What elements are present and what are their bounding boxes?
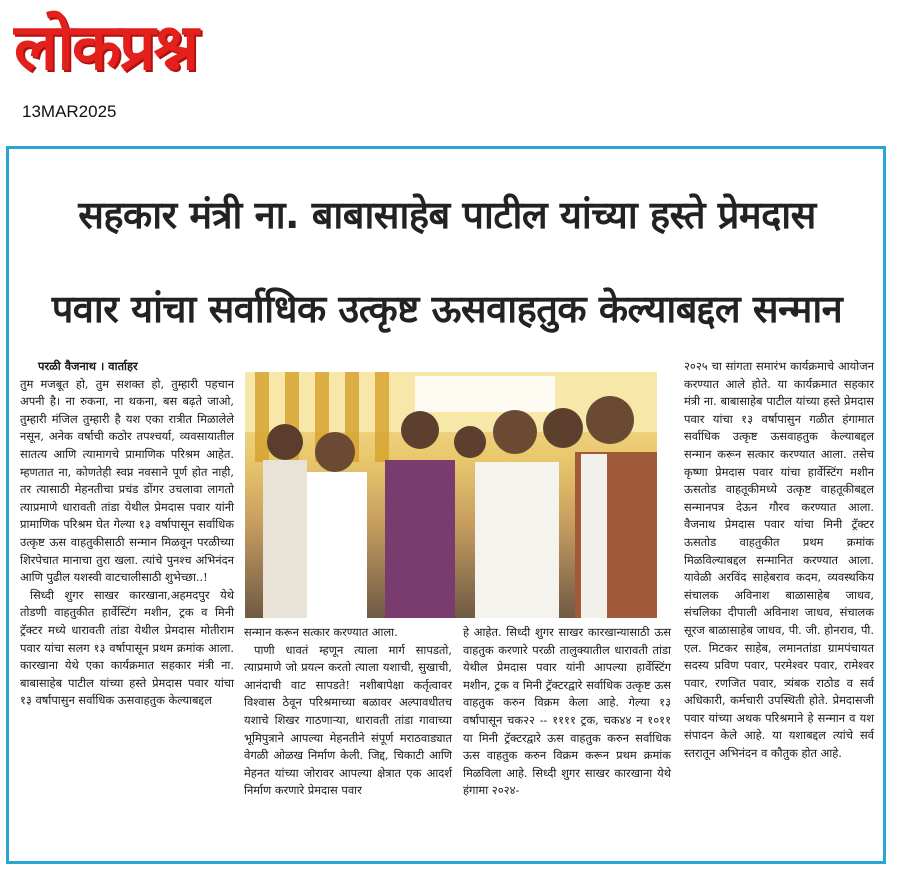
publication-date: 13MAR2025	[22, 102, 117, 121]
event-photo	[245, 372, 657, 618]
paragraph: पाणी धावतं म्हणून त्याला मार्ग सापडतो, त्याप्रमाणे जो प्रयत्न करतो त्याला यशाची, सुखाची, आनंदाची वाट सापडते! नशीबापेक्षा कर्तृत्वावर विश्वास ठेवून परिश्रमाच्या बळावर अल्पावधीतच यशाचे शिखर गाठणाऱ्या, धारावती तांडा गावाच्या भूमिपुत्राने आपल्या मेहनतीने संपूर्ण मराठवाड्यात वेगळी ओळख निर्माण केली. जिद्द, चिकाटी आणि मेहनत यांच्या जोरावर आपल्या क्षेत्रात एक आदर्श निर्माण करणारे प्रेमदास पवार	[244, 642, 452, 798]
article-column-middle-2	[463, 624, 671, 800]
paragraph: सन्मान करून सत्कार करण्यात आला.	[244, 625, 398, 639]
paragraph: हे आहेत. सिध्दी शुगर साखर कारखान्यासाठी ऊस वाहतुक करणारे परळी तालुक्यातील धारावती तांडा येथील प्रेमदास पवार यांनी आपल्या हार्वेस्टिंग मशीन, ट्रक व मिनी ट्रॅक्टरद्वारे सर्वाधिक उत्कृष्ट ऊस वाहतुक करुन विक्रम केला आहे. गेल्या १३ वर्षापासून चक२२ -- ११११ ट्रक, चक४४ न १०११ या मिनी ट्रॅक्टरद्वारे ऊस वाहतुक करुन सर्वाधिक ऊस वाहतुक करुन विक्रम करून प्रथम क्रमांक मिळविला आहे. सिध्दी शुगर साखर कारखाना येथे हंगामा २०२४-	[463, 625, 671, 798]
paragraph: तुम मजबूत हो, तुम सशक्त हो, तुम्हारी पहचान अपनी है। ना रुकना, ना थकना, बस बढ़ते जाओ, तुम्हारी मंजिल तुम्हारी है यश एका रात्रीत मिळालेले नसून, अनेक वर्षाची कठोर तपश्चर्या, व्यवसायातील सातत्य आणि त्यामागचे प्रामाणिक परिश्रम आहेत. म्हणतात ना, कोणतेही स्वप्न नवसाने पूर्ण होत नाही, तर त्यासाठी मेहनतीचा प्रचंड डोंगर उचलावा लागतो त्याप्रमाणे धारावती तांडा येथील प्रेमदास पवार यांनी प्रामाणिक परिश्रम घेत गेल्या १३ वर्षापासून सर्वाधिक उत्कृष्ट ऊस वाहतुकीसाठी सन्मान मिळवून परळीच्या शिरपेचात मानाचा तुरा खला. त्यांचे पुनश्च अभिनंदन आणि पुढील यशस्वी वाटचालीसाठी शुभेच्छा..!	[20, 376, 234, 585]
masthead-logo	[8, 6, 298, 96]
headline-line-2: पवार यांचा सर्वाधिक उत्कृष्ट ऊसवाहतुक केल्याबद्दल सन्मान	[51, 287, 843, 331]
paragraph: २०२५ चा सांगता समारंभ कार्यक्रमाचे आयोजन करण्यात आले होते. या कार्यक्रमात सहकार मंत्री ना. बाबासाहेब पाटील यांच्या हस्ते प्रेमदास पवार यांचा १३ वर्षापासुन गळीत हंगामात सर्वाधिक उत्कृष्ट ऊसवाहतुक केल्याबद्दल सन्मान करून सत्कार करण्यात आला. तसेच कृष्णा प्रेमदास पवार यांचा हार्वेस्टिंग मशीन ऊसतोड वाहतूकीमध्ये उत्कृष्ट वाहतूकीबद्दल सन्मानपत्र देऊन गौरव करण्यात आला. वैजनाथ प्रेमदास पवार यांचा मिनी ट्रॅक्टर ऊसतोड वाहतुकीत प्रथम क्रमांक मिळविल्याबद्दल सन्मानित करण्यात आला. यावेळी अरविंद साहेबराव कदम, व्यवस्थकिय संचालक अविनाश बाळासाहेब जाधव, संचलिका दीपाली अविनाश जाधव, संचालक सूरज बाळासाहेब जाधव, पी. जी. होनराव, पी. एल. मिटकर साहेब, लमानतांडा ग्रामपंचायत सदस्य प्रविण पवार, परमेश्वर पवार, रामेश्वर पवार, रणजित पवार, त्र्यंबक राठोड व सर्व अधिकारी, कर्मचारी उपस्थिती होते. प्रेमदासजी पवार यांच्या अथक परिश्रमाने हे सन्मान व यश संपादन केले आहे. या यशाबद्दल त्यांचे सर्व स्तरातून अभिनंदन व कौतुक होत आहे.	[684, 359, 874, 761]
dateline: परळी वैजनाथ । वार्ताहर	[38, 359, 138, 373]
headline-line-1: सहकार मंत्री ना. बाबासाहेब पाटील यांच्या हस्ते प्रेमदास	[78, 193, 816, 237]
article-column-middle-1	[244, 624, 452, 800]
article-column-left	[20, 358, 234, 710]
paragraph: सिध्दी शुगर साखर कारखाना,अहमदपुर येथे तोडणी वाहतुकीत हार्वेस्टिंग मशीन, ट्रक व मिनी ट्रॅक्टर मध्ये धारावती तांडा येथील प्रेमदास मोतीराम पवार यांचा सलग १३ वर्षापासून प्रथम क्रमांक आला. कारखाना येथे एका कार्यक्रमात सहकार मंत्री ना. बाबासाहेब पाटील यांच्या हस्ते प्रेमदास पवार यांचा १३ वर्षापासुन सर्वाधिक ऊसवाहतुक केल्याबद्दल	[20, 587, 234, 708]
article-column-right	[684, 358, 874, 763]
masthead-title: लोकप्रश्न	[14, 11, 197, 85]
